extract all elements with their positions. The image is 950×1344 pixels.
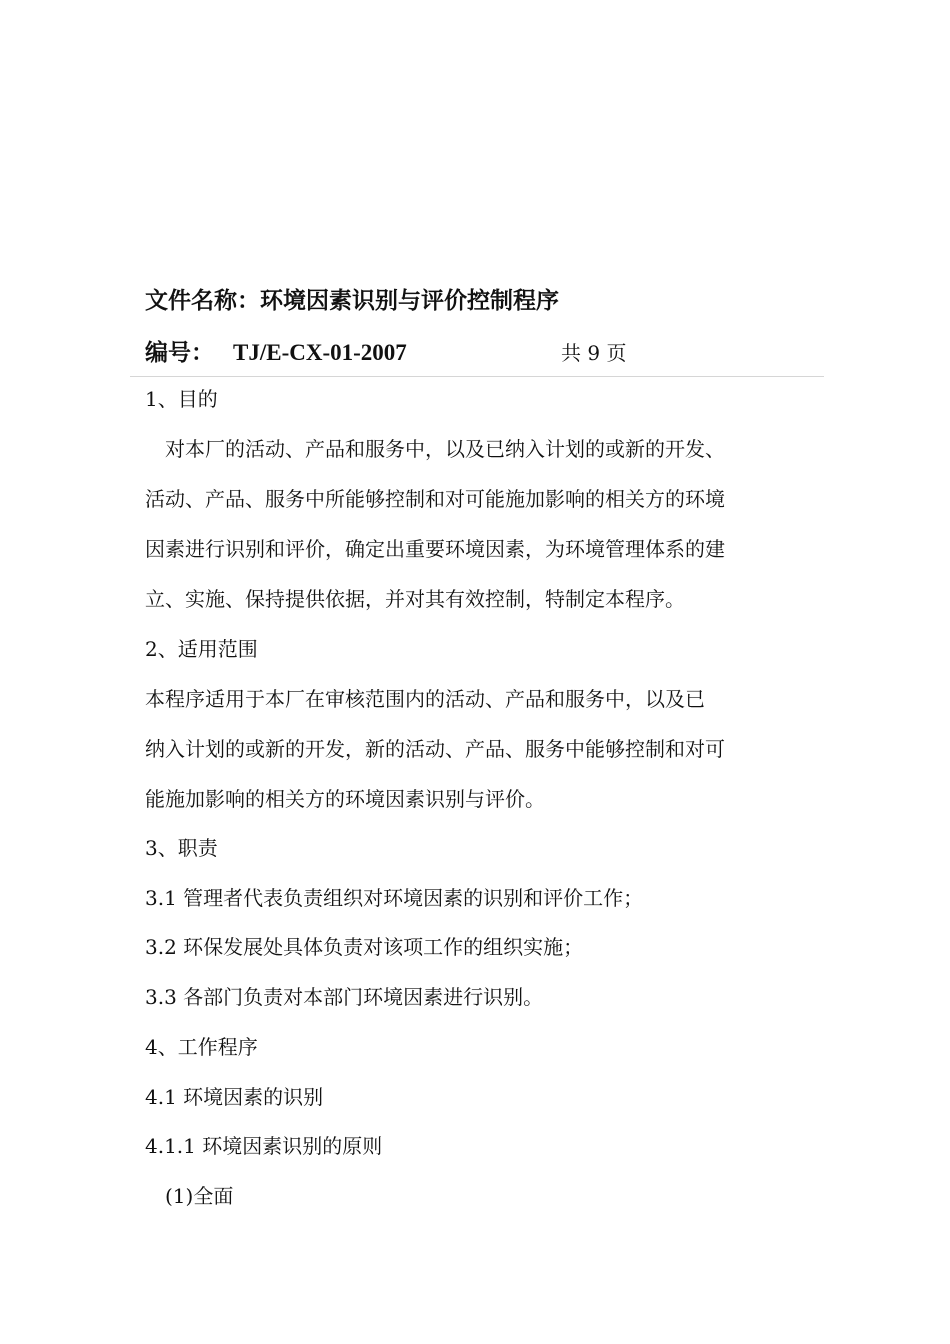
list-item: 3.1 管理者代表负责组织对环境因素的识别和评价工作；	[145, 886, 644, 910]
subsection-heading: 4.1 环境因素的识别	[145, 1085, 324, 1109]
paragraph-line: 本程序适用于本厂在审核范围内的活动、产品和服务中，以及已	[145, 687, 705, 711]
page-count: 共 9 页	[561, 341, 627, 365]
section-heading-purpose: 1、目的	[145, 387, 218, 411]
section-heading-procedure: 4、工作程序	[145, 1035, 258, 1059]
paragraph-line: 纳入计划的或新的开发，新的活动、产品、服务中能够控制和对可	[145, 737, 725, 761]
list-item: (1)全面	[145, 1184, 234, 1208]
document-title: 文件名称：环境因素识别与评价控制程序	[145, 287, 559, 314]
list-item: 3.3 各部门负责对本部门环境因素进行识别。	[145, 985, 544, 1009]
paragraph-line: 活动、产品、服务中所能够控制和对可能施加影响的相关方的环境	[145, 487, 725, 511]
header-divider	[130, 376, 824, 377]
paragraph-line: 对本厂的活动、产品和服务中，以及已纳入计划的或新的开发、	[145, 437, 725, 461]
list-item: 3.2 环保发展处具体负责对该项工作的组织实施；	[145, 935, 584, 959]
subsection-heading: 4.1.1 环境因素识别的原则	[145, 1134, 383, 1158]
paragraph-line: 立、实施、保持提供依据，并对其有效控制，特制定本程序。	[145, 587, 685, 611]
document-code-label: 编号：	[145, 339, 214, 366]
document-code-value: TJ/E-CX-01-2007	[233, 340, 407, 365]
document-code-row	[145, 334, 407, 367]
section-heading-responsibilities: 3、职责	[145, 836, 218, 860]
section-heading-scope: 2、适用范围	[145, 637, 258, 661]
paragraph-line: 因素进行识别和评价，确定出重要环境因素，为环境管理体系的建	[145, 537, 725, 561]
paragraph-line: 能施加影响的相关方的环境因素识别与评价。	[145, 787, 545, 811]
